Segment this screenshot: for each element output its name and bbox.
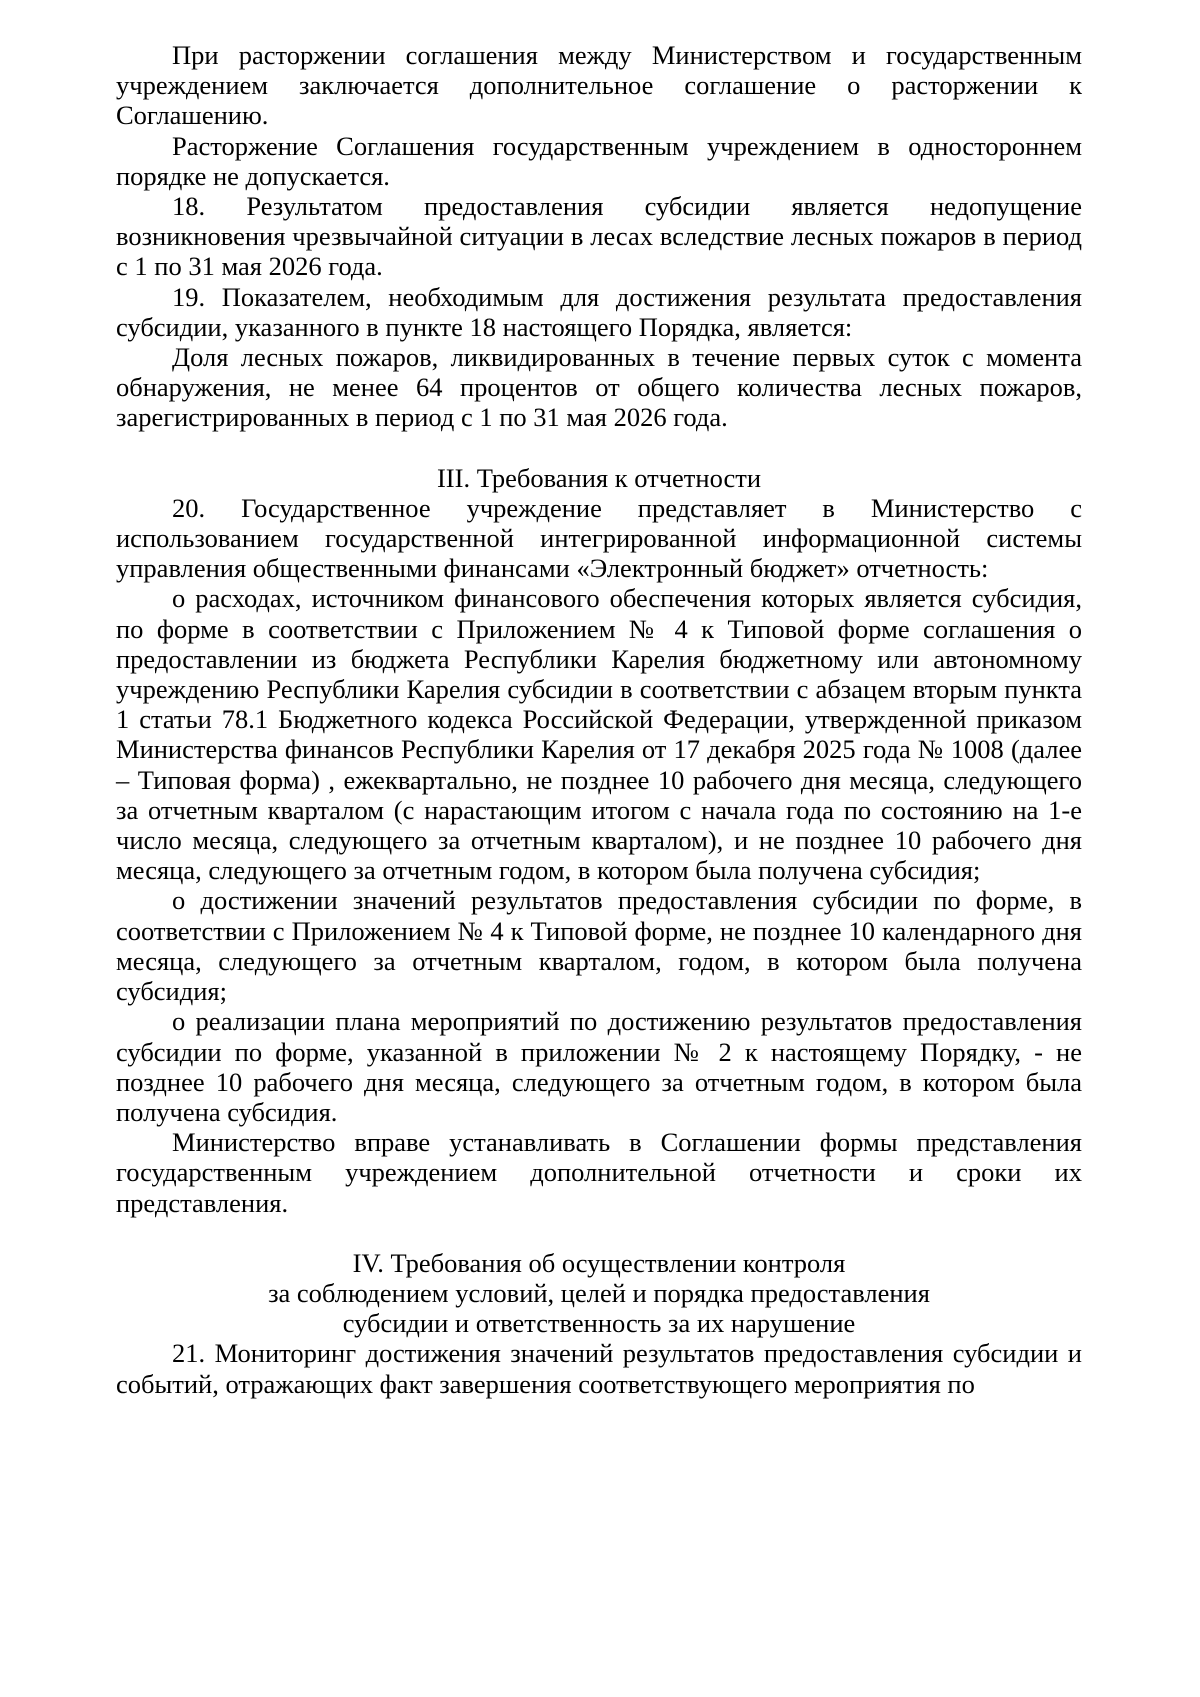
section-spacer xyxy=(116,433,1082,463)
paragraph-18-result: 18. Результатом предоставления субсидии является недопущение возникновения чрезвычайной ситуации в лесах вследствие лесных пожаров в период с 1 по 31 мая 2026 года. xyxy=(116,191,1082,282)
section-spacer xyxy=(116,1218,1082,1248)
paragraph-additional-reporting: Министерство вправе устанавливать в Соглашении формы представления государственным учреждением дополнительной отчетности и сроки их представления. xyxy=(116,1127,1082,1218)
paragraph-termination-agreement: При расторжении соглашения между Министерством и государственным учреждением заключается дополнительное соглашение о расторжении к Соглашению. xyxy=(116,40,1082,131)
section-4-heading-line-3: субсидии и ответственность за их нарушение xyxy=(342,1308,856,1339)
paragraph-21-monitoring: 21. Мониторинг достижения значений результатов предоставления субсидии и событий, отражающих факт завершения соответствующего мероприятия по xyxy=(116,1338,1082,1399)
document-page xyxy=(116,40,1082,1399)
paragraph-plan-report: о реализации плана мероприятий по достижению результатов предоставления субсидии по форме, указанной в приложении № 2 к настоящему Порядку, - не позднее 10 рабочего дня месяца, следующего за отчетным годом, в котором была получена субсидия. xyxy=(116,1006,1082,1127)
paragraph-unilateral-termination: Расторжение Соглашения государственным учреждением в одностороннем порядке не допускается. xyxy=(116,130,1082,191)
section-4-heading-line-2: за соблюдением условий, целей и порядка предоставления xyxy=(268,1277,930,1308)
paragraph-20-reporting: 20. Государственное учреждение представляет в Министерство с использованием государственной интегрированной информационной системы управления общественными финансами «Электронный бюджет» отчетность: xyxy=(116,492,1082,584)
paragraph-fire-share: Доля лесных пожаров, ликвидированных в течение первых суток с момента обнаружения, не менее 64 процентов от общего количества лесных пожаров, зарегистрированных в период с 1 по 31 мая 2026 года. xyxy=(116,342,1082,433)
section-4-heading-line-1: IV. Требования об осуществлении контроля xyxy=(352,1247,846,1278)
paragraph-expenses-report: о расходах, источником финансового обеспечения которых является субсидия, по форме в соответствии с Приложением № 4 к Типовой форме соглашения о предоставлении из бюджета Республики Карелия бюджетному или автономному учреждению Республики Карелия субсидии в соответствии с абзацем вторым пункта 1 статьи 78.1 Бюджетного кодекса Российской Федерации, утвержденной приказом Министерства финансов Республики Карелия от 17 декабря 2025 года № 1008 (далее – Типовая форма) , ежеквартально, не позднее 10 рабочего дня месяца, следующего за отчетным кварталом (с нарастающим итогом с начала года по состоянию на 1-е число месяца, следующего за отчетным кварталом), и не позднее 10 рабочего дня месяца, следующего за отчетным годом, в котором была получена субсидия; xyxy=(116,583,1082,886)
section-3-heading: III. Требования к отчетности xyxy=(436,462,762,493)
paragraph-results-report: о достижении значений результатов предоставления субсидии по форме, в соответствии с Приложением № 4 к Типовой форме, не позднее 10 календарного дня месяца, следующего за отчетным кварталом, годом, в котором была получена субсидия; xyxy=(116,885,1082,1007)
paragraph-19-indicator: 19. Показателем, необходимым для достижения результата предоставления субсидии, указанного в пункте 18 настоящего Порядка, является: xyxy=(116,281,1082,342)
